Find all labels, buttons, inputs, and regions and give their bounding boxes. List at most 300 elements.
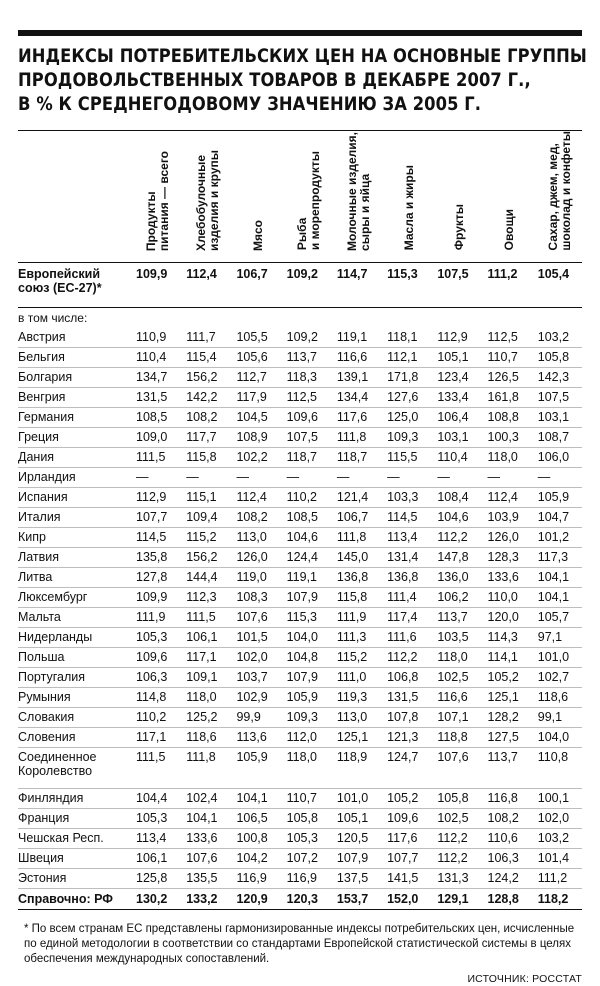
index-value: 117,3 xyxy=(532,547,582,567)
index-value: 102,9 xyxy=(230,687,280,707)
column-header xyxy=(431,131,481,262)
index-value: 127,8 xyxy=(130,567,180,587)
index-value: 117,1 xyxy=(180,647,230,667)
index-value: 106,3 xyxy=(130,667,180,687)
index-value: 133,4 xyxy=(431,387,481,407)
index-value: 104,1 xyxy=(532,587,582,607)
index-value: 105,2 xyxy=(381,788,431,808)
index-value: 102,0 xyxy=(230,647,280,667)
index-value: 106,7 xyxy=(331,507,381,527)
index-value: 117,7 xyxy=(180,427,230,447)
index-value: 127,5 xyxy=(482,727,532,747)
index-value: — xyxy=(532,467,582,487)
index-value: 128,8 xyxy=(482,888,532,909)
index-value: 102,5 xyxy=(431,808,481,828)
index-value: 119,0 xyxy=(230,567,280,587)
index-value: 103,9 xyxy=(482,507,532,527)
index-value: 104,1 xyxy=(230,788,280,808)
country-name: Швеция xyxy=(18,848,130,868)
index-value: 115,4 xyxy=(180,347,230,367)
index-value: 102,0 xyxy=(532,808,582,828)
index-value: 100,8 xyxy=(230,828,280,848)
column-header-line: шоколад и конфеты xyxy=(558,131,573,251)
index-value: 120,0 xyxy=(482,607,532,627)
index-value: 115,2 xyxy=(331,647,381,667)
title-line: ИНДЕКСЫ ПОТРЕБИТЕЛЬСКИХ ЦЕН НА ОСНОВНЫЕ ГРУППЫ xyxy=(18,45,587,67)
index-value: 110,2 xyxy=(281,487,331,507)
column-header-line: Хлебобулочные xyxy=(194,154,209,251)
index-value: 113,0 xyxy=(230,527,280,547)
index-value: 117,9 xyxy=(230,387,280,407)
cpi-table xyxy=(18,131,582,910)
table-body xyxy=(18,262,582,909)
table-row xyxy=(18,387,582,407)
index-value: 114,5 xyxy=(130,527,180,547)
index-value: 111,5 xyxy=(180,607,230,627)
index-value: 110,7 xyxy=(281,788,331,808)
index-value: 105,2 xyxy=(482,667,532,687)
column-header xyxy=(130,131,180,262)
country-name: Кипр xyxy=(18,527,130,547)
index-value: 105,8 xyxy=(532,347,582,367)
index-value: 107,6 xyxy=(230,607,280,627)
table-row xyxy=(18,487,582,507)
index-value: 112,4 xyxy=(482,487,532,507)
index-value: 112,2 xyxy=(431,848,481,868)
index-value: 106,7 xyxy=(230,262,280,307)
column-header-label xyxy=(503,209,516,250)
eu-row xyxy=(18,262,582,307)
index-value: 114,8 xyxy=(130,687,180,707)
index-value: 135,5 xyxy=(180,868,230,888)
table-row xyxy=(18,808,582,828)
index-value: 116,9 xyxy=(281,868,331,888)
index-value: 105,9 xyxy=(230,747,280,788)
subheading: в том числе: xyxy=(18,310,88,325)
column-header-line: Рыба xyxy=(294,218,309,251)
index-value: 112,7 xyxy=(230,367,280,387)
index-value: 103,2 xyxy=(532,828,582,848)
index-value: 131,5 xyxy=(381,687,431,707)
index-value: 111,8 xyxy=(331,427,381,447)
index-value: 111,3 xyxy=(331,627,381,647)
total-row xyxy=(18,888,582,909)
index-value: 104,7 xyxy=(532,507,582,527)
column-header-line: Фрукты xyxy=(451,204,466,251)
index-value: 111,7 xyxy=(180,328,230,348)
table-row xyxy=(18,567,582,587)
country-name: Финляндия xyxy=(18,788,130,808)
index-value: 118,0 xyxy=(431,647,481,667)
index-value: 129,1 xyxy=(431,888,481,909)
index-value: 99,1 xyxy=(532,707,582,727)
index-value: 147,8 xyxy=(431,547,481,567)
index-value: 111,4 xyxy=(381,587,431,607)
table-row xyxy=(18,507,582,527)
index-value: 106,0 xyxy=(532,447,582,467)
country-name: Латвия xyxy=(18,547,130,567)
index-value: 104,6 xyxy=(431,507,481,527)
column-header-line: Мясо xyxy=(251,219,266,251)
country-name: Бельгия xyxy=(18,347,130,367)
subheading-row xyxy=(18,307,582,328)
table-row xyxy=(18,727,582,747)
index-value: 101,0 xyxy=(532,647,582,667)
index-value: 104,8 xyxy=(281,647,331,667)
index-value: 107,8 xyxy=(381,707,431,727)
index-value: 109,3 xyxy=(381,427,431,447)
index-value: 142,2 xyxy=(180,387,230,407)
index-value: 117,6 xyxy=(331,407,381,427)
index-value: 114,1 xyxy=(482,647,532,667)
title-line: ПРОДОВОЛЬСТВЕННЫХ ТОВАРОВ В ДЕКАБРЕ 2007 Г., xyxy=(18,69,531,91)
index-value: 124,7 xyxy=(381,747,431,788)
column-header-label xyxy=(453,204,466,250)
index-value: 111,8 xyxy=(180,747,230,788)
index-value: 135,8 xyxy=(130,547,180,567)
index-value: 112,9 xyxy=(431,328,481,348)
index-value: 115,8 xyxy=(331,587,381,607)
index-value: 109,4 xyxy=(180,507,230,527)
column-header xyxy=(532,131,582,262)
title-block xyxy=(18,30,587,116)
column-header-line: сыры и яйца xyxy=(357,173,372,251)
table-row xyxy=(18,328,582,348)
index-value: 128,2 xyxy=(482,707,532,727)
index-value: 139,1 xyxy=(331,367,381,387)
table-row xyxy=(18,467,582,487)
index-value: 118,9 xyxy=(331,747,381,788)
country-name: Ирландия xyxy=(18,467,130,487)
country-name: Польша xyxy=(18,647,130,667)
index-value: 106,3 xyxy=(482,848,532,868)
index-value: 115,5 xyxy=(381,447,431,467)
country-name: Эстония xyxy=(18,868,130,888)
index-value: 126,5 xyxy=(482,367,532,387)
column-header xyxy=(381,131,431,262)
country-name: Словения xyxy=(18,727,130,747)
index-value: 107,9 xyxy=(281,587,331,607)
table-row xyxy=(18,367,582,387)
index-value: 107,9 xyxy=(331,848,381,868)
index-value: 108,5 xyxy=(281,507,331,527)
country-name: Испания xyxy=(18,487,130,507)
index-value: 107,5 xyxy=(532,387,582,407)
index-value: 109,2 xyxy=(281,262,331,307)
table-row xyxy=(18,447,582,467)
country-name: Словакия xyxy=(18,707,130,727)
index-value: 131,5 xyxy=(130,387,180,407)
column-header-line: Молочные изделия, xyxy=(344,131,359,251)
index-value: 110,2 xyxy=(130,707,180,727)
index-value: 109,9 xyxy=(130,587,180,607)
column-header-line: и морепродукты xyxy=(307,151,322,251)
index-value: 142,3 xyxy=(532,367,582,387)
index-value: 107,6 xyxy=(431,747,481,788)
index-value: 107,9 xyxy=(281,667,331,687)
index-value: 105,1 xyxy=(331,808,381,828)
index-value: 105,5 xyxy=(230,328,280,348)
index-value: 105,1 xyxy=(431,347,481,367)
index-value: 109,6 xyxy=(130,647,180,667)
index-value: 113,7 xyxy=(281,347,331,367)
index-value: 113,7 xyxy=(482,747,532,788)
column-header-line: Овощи xyxy=(502,209,517,251)
index-value: 152,0 xyxy=(381,888,431,909)
column-header-label xyxy=(547,131,573,251)
column-header-label xyxy=(346,132,372,251)
index-value: 125,0 xyxy=(381,407,431,427)
index-value: 105,7 xyxy=(532,607,582,627)
index-value: 125,1 xyxy=(482,687,532,707)
index-value: 112,5 xyxy=(482,328,532,348)
index-value: 104,4 xyxy=(130,788,180,808)
index-value: 111,5 xyxy=(130,447,180,467)
index-value: 116,6 xyxy=(331,347,381,367)
header-row xyxy=(18,131,582,262)
column-header xyxy=(180,131,230,262)
index-value: 110,7 xyxy=(482,347,532,367)
index-value: 103,1 xyxy=(532,407,582,427)
index-value: 108,2 xyxy=(230,507,280,527)
index-value: 136,8 xyxy=(381,567,431,587)
index-value: 111,9 xyxy=(130,607,180,627)
header-country-cell xyxy=(18,131,130,262)
index-value: 130,2 xyxy=(130,888,180,909)
index-value: 105,3 xyxy=(281,828,331,848)
index-value: 136,0 xyxy=(431,567,481,587)
index-value: 104,1 xyxy=(180,808,230,828)
country-name: Болгария xyxy=(18,367,130,387)
index-value: 106,2 xyxy=(431,587,481,607)
index-value: 105,4 xyxy=(532,262,582,307)
country-name: Чешская Респ. xyxy=(18,828,130,848)
index-value: 118,0 xyxy=(180,687,230,707)
index-value: 133,2 xyxy=(180,888,230,909)
footnote: * По всем странам ЕС представлены гармонизированные индексы потребительских цен, исчисленные по единой методологии в соответствии со стандартами Европейской статистической системы в целях обеспечения международных сопоставлений. xyxy=(24,922,575,965)
index-value: 102,2 xyxy=(230,447,280,467)
index-value: 127,6 xyxy=(381,387,431,407)
index-value: 109,1 xyxy=(180,667,230,687)
index-value: 113,7 xyxy=(431,607,481,627)
index-value: 118,1 xyxy=(381,328,431,348)
index-value: 103,7 xyxy=(230,667,280,687)
index-value: 112,1 xyxy=(381,347,431,367)
index-value: 117,1 xyxy=(130,727,180,747)
country-name: Италия xyxy=(18,507,130,527)
index-value: 119,3 xyxy=(331,687,381,707)
index-value: 133,6 xyxy=(180,828,230,848)
column-header-line: Продукты xyxy=(144,190,159,251)
column-header-line: питания — всего xyxy=(157,150,172,251)
index-value: 101,4 xyxy=(532,848,582,868)
index-value: 112,3 xyxy=(180,587,230,607)
index-value: 103,3 xyxy=(381,487,431,507)
table-row xyxy=(18,347,582,367)
table-row xyxy=(18,647,582,667)
index-value: 137,5 xyxy=(331,868,381,888)
index-value: 118,8 xyxy=(431,727,481,747)
index-value: 100,3 xyxy=(482,427,532,447)
table-row xyxy=(18,828,582,848)
index-value: 100,1 xyxy=(532,788,582,808)
index-value: 133,6 xyxy=(482,567,532,587)
index-value: 119,1 xyxy=(281,567,331,587)
index-value: 124,4 xyxy=(281,547,331,567)
index-value: 105,3 xyxy=(130,808,180,828)
page xyxy=(0,30,600,986)
index-value: 112,2 xyxy=(381,647,431,667)
index-value: — xyxy=(482,467,532,487)
index-value: 121,3 xyxy=(381,727,431,747)
index-value: 118,6 xyxy=(532,687,582,707)
index-value: 108,7 xyxy=(532,427,582,447)
index-value: 110,0 xyxy=(482,587,532,607)
index-value: 131,3 xyxy=(431,868,481,888)
index-value: 108,3 xyxy=(230,587,280,607)
index-value: — xyxy=(230,467,280,487)
index-value: 118,6 xyxy=(180,727,230,747)
index-value: 103,1 xyxy=(431,427,481,447)
index-value: 108,2 xyxy=(482,808,532,828)
index-value: 125,2 xyxy=(180,707,230,727)
country-name: Соединенное Королевство xyxy=(18,747,130,788)
index-value: 107,1 xyxy=(431,707,481,727)
index-value: 109,6 xyxy=(281,407,331,427)
index-value: 108,5 xyxy=(130,407,180,427)
index-value: 107,5 xyxy=(431,262,481,307)
index-value: 118,7 xyxy=(281,447,331,467)
index-value: 118,0 xyxy=(482,447,532,467)
table-row xyxy=(18,407,582,427)
index-value: — xyxy=(180,467,230,487)
index-value: 105,9 xyxy=(532,487,582,507)
index-value: 111,2 xyxy=(532,868,582,888)
column-header xyxy=(331,131,381,262)
index-value: 112,5 xyxy=(281,387,331,407)
index-value: 128,3 xyxy=(482,547,532,567)
index-value: 109,6 xyxy=(381,808,431,828)
index-value: 102,7 xyxy=(532,667,582,687)
index-value: 105,6 xyxy=(230,347,280,367)
index-value: 131,4 xyxy=(381,547,431,567)
column-header-line: Масла и жиры xyxy=(401,165,416,251)
country-name: Справочно: РФ xyxy=(18,888,130,909)
index-value: 113,6 xyxy=(230,727,280,747)
country-name: Португалия xyxy=(18,667,130,687)
index-value: 112,0 xyxy=(281,727,331,747)
index-value: 108,4 xyxy=(431,487,481,507)
index-value: 125,1 xyxy=(331,727,381,747)
index-value: 134,7 xyxy=(130,367,180,387)
index-value: 115,2 xyxy=(180,527,230,547)
table-row xyxy=(18,687,582,707)
country-name: Дания xyxy=(18,447,130,467)
index-value: 107,2 xyxy=(281,848,331,868)
column-header xyxy=(482,131,532,262)
index-value: 112,2 xyxy=(431,527,481,547)
index-value: 111,8 xyxy=(331,527,381,547)
index-value: 116,8 xyxy=(482,788,532,808)
country-name: Германия xyxy=(18,407,130,427)
index-value: — xyxy=(331,467,381,487)
index-value: 115,3 xyxy=(381,262,431,307)
index-value: 102,5 xyxy=(431,667,481,687)
country-name: Греция xyxy=(18,427,130,447)
index-value: 110,8 xyxy=(532,747,582,788)
index-value: 97,1 xyxy=(532,627,582,647)
index-value: 116,9 xyxy=(230,868,280,888)
country-name: Люксембург xyxy=(18,587,130,607)
index-value: 118,0 xyxy=(281,747,331,788)
index-value: 161,8 xyxy=(482,387,532,407)
index-value: 107,7 xyxy=(381,848,431,868)
index-value: 108,9 xyxy=(230,427,280,447)
index-value: 108,8 xyxy=(482,407,532,427)
table-row xyxy=(18,627,582,647)
index-value: 110,9 xyxy=(130,328,180,348)
index-value: 114,7 xyxy=(331,262,381,307)
country-name: Венгрия xyxy=(18,387,130,407)
index-value: 115,3 xyxy=(281,607,331,627)
index-value: 121,4 xyxy=(331,487,381,507)
table-row xyxy=(18,747,582,788)
index-value: 104,0 xyxy=(532,727,582,747)
index-value: 104,1 xyxy=(532,567,582,587)
index-value: 153,7 xyxy=(331,888,381,909)
table-row xyxy=(18,427,582,447)
country-name: Литва xyxy=(18,567,130,587)
column-header-line: Сахар, джем, мед, xyxy=(545,143,560,251)
index-value: 104,2 xyxy=(230,848,280,868)
index-value: 115,1 xyxy=(180,487,230,507)
index-value: — xyxy=(381,467,431,487)
table-row xyxy=(18,587,582,607)
index-value: 113,0 xyxy=(331,707,381,727)
table-row xyxy=(18,848,582,868)
index-value: 107,5 xyxy=(281,427,331,447)
column-header-line: изделия и крупы xyxy=(207,149,222,251)
index-value: 120,3 xyxy=(281,888,331,909)
index-value: 156,2 xyxy=(180,367,230,387)
index-value: 111,2 xyxy=(482,262,532,307)
country-name: Франция xyxy=(18,808,130,828)
index-value: 105,8 xyxy=(281,808,331,828)
index-value: 125,8 xyxy=(130,868,180,888)
index-value: 105,9 xyxy=(281,687,331,707)
index-value: 109,2 xyxy=(281,328,331,348)
index-value: 103,2 xyxy=(532,328,582,348)
index-value: 101,0 xyxy=(331,788,381,808)
column-header-label xyxy=(252,220,265,251)
index-value: 101,5 xyxy=(230,627,280,647)
index-value: 106,1 xyxy=(180,627,230,647)
country-name: Европейский союз (ЕС-27)* xyxy=(18,262,130,307)
index-value: 141,5 xyxy=(381,868,431,888)
table-row xyxy=(18,547,582,567)
column-header-label xyxy=(296,151,322,250)
table-row xyxy=(18,667,582,687)
index-value: 109,3 xyxy=(281,707,331,727)
index-value: 124,2 xyxy=(482,868,532,888)
index-value: 120,5 xyxy=(331,828,381,848)
index-value: 104,5 xyxy=(230,407,280,427)
index-value: 136,8 xyxy=(331,567,381,587)
index-value: 144,4 xyxy=(180,567,230,587)
country-name: Румыния xyxy=(18,687,130,707)
index-value: 104,6 xyxy=(281,527,331,547)
index-value: 107,6 xyxy=(180,848,230,868)
